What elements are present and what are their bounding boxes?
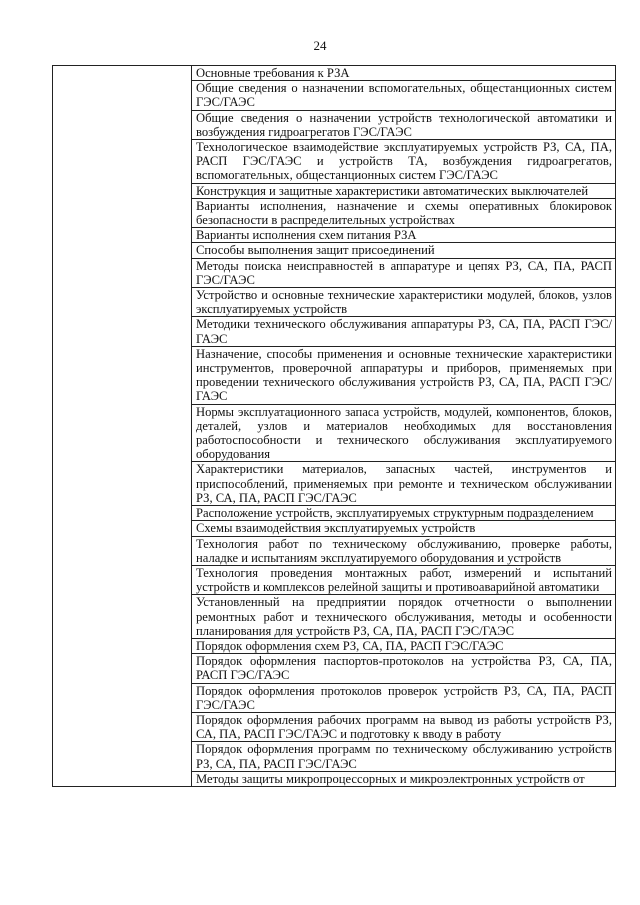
requirement-text: Основные требования к РЗА bbox=[192, 66, 616, 81]
requirement-text: Порядок оформления паспортов-протоколов на устройства РЗ, СА, ПА, РАСП ГЭС/ГАЭС bbox=[192, 654, 616, 683]
requirement-text: Варианты исполнения, назначение и схемы оперативных блокировок безопасности в распределительных устройствах bbox=[192, 198, 616, 227]
requirement-text: Порядок оформления рабочих программ на вывод из работы устройств РЗ, СА, ПА, РАСП ГЭС/ГАЭС и подготовку к вводу в работу bbox=[192, 712, 616, 741]
requirement-text: Методы защиты микропроцессорных и микроэлектронных устройств от bbox=[192, 771, 616, 786]
requirement-text: Технология проведения монтажных работ, измерений и испытаний устройств и комплексов релейной защиты и противоаварийной автоматики bbox=[192, 565, 616, 594]
requirements-table-body bbox=[53, 66, 616, 787]
page-number: 24 bbox=[313, 38, 327, 53]
requirement-text: Порядок оформления программ по техническому обслуживанию устройств РЗ, СА, ПА, РАСП ГЭС/ГАЭС bbox=[192, 742, 616, 771]
requirement-text: Характеристики материалов, запасных частей, инструментов и приспособлений, применяемых при ремонте и техническом обслуживании РЗ, СА, ПА, РАСП ГЭС/ГАЭС bbox=[192, 462, 616, 506]
requirement-text: Расположение устройств, эксплуатируемых структурным подразделением bbox=[192, 506, 616, 521]
requirement-text: Порядок оформления протоколов проверок устройств РЗ, СА, ПА, РАСП ГЭС/ГАЭС bbox=[192, 683, 616, 712]
requirement-text: Нормы эксплуатационного запаса устройств, модулей, компонентов, блоков, деталей, узлов и материалов необходимых для восстановления работоспособности и технического обслуживания эксплуатируемого оборудования bbox=[192, 404, 616, 462]
requirement-text: Технология работ по техническому обслуживанию, проверке работы, наладке и испытаниям эксплуатируемого оборудования и устройств bbox=[192, 536, 616, 565]
requirement-text: Порядок оформления схем РЗ, СА, ПА, РАСП ГЭС/ГАЭС bbox=[192, 638, 616, 653]
requirement-text: Конструкция и защитные характеристики автоматических выключателей bbox=[192, 183, 616, 198]
requirement-text: Устройство и основные технические характеристики модулей, блоков, узлов эксплуатируемых устройств bbox=[192, 288, 616, 317]
requirement-text: Методы поиска неисправностей в аппаратуре и цепях РЗ, СА, ПА, РАСП ГЭС/ГАЭС bbox=[192, 258, 616, 287]
requirement-text: Общие сведения о назначении устройств технологической автоматики и возбуждения гидроагрегатов ГЭС/ГАЭС bbox=[192, 110, 616, 139]
requirements-table bbox=[52, 65, 616, 787]
table-row bbox=[53, 66, 616, 81]
requirement-text: Способы выполнения защит присоединений bbox=[192, 243, 616, 258]
left-column-cell bbox=[53, 66, 192, 787]
requirement-text: Схемы взаимодействия эксплуатируемых устройств bbox=[192, 521, 616, 536]
requirement-text: Установленный на предприятии порядок отчетности о выполнении ремонтных работ и технического обслуживания, методы и особенности планирования для устройств РЗ, СА, ПА, РАСП ГЭС/ГАЭС bbox=[192, 595, 616, 639]
requirement-text: Назначение, способы применения и основные технические характеристики инструментов, проверочной аппаратуры и приборов, применяемых при проведении технического обслуживания устройств РЗ, СА, ПА, РАСП ГЭС/ГАЭС bbox=[192, 346, 616, 404]
requirement-text: Технологическое взаимодействие эксплуатируемых устройств РЗ, СА, ПА, РАСП ГЭС/ГАЭС и устройств ТА, возбуждения гидроагрегатов, вспомогательных, общестанционных систем ГЭС/ГАЭС bbox=[192, 140, 616, 184]
requirement-text: Варианты исполнения схем питания РЗА bbox=[192, 228, 616, 243]
requirement-text: Методики технического обслуживания аппаратуры РЗ, СА, ПА, РАСП ГЭС/ГАЭС bbox=[192, 317, 616, 346]
requirement-text: Общие сведения о назначении вспомогательных, общестанционных систем ГЭС/ГАЭС bbox=[192, 81, 616, 110]
